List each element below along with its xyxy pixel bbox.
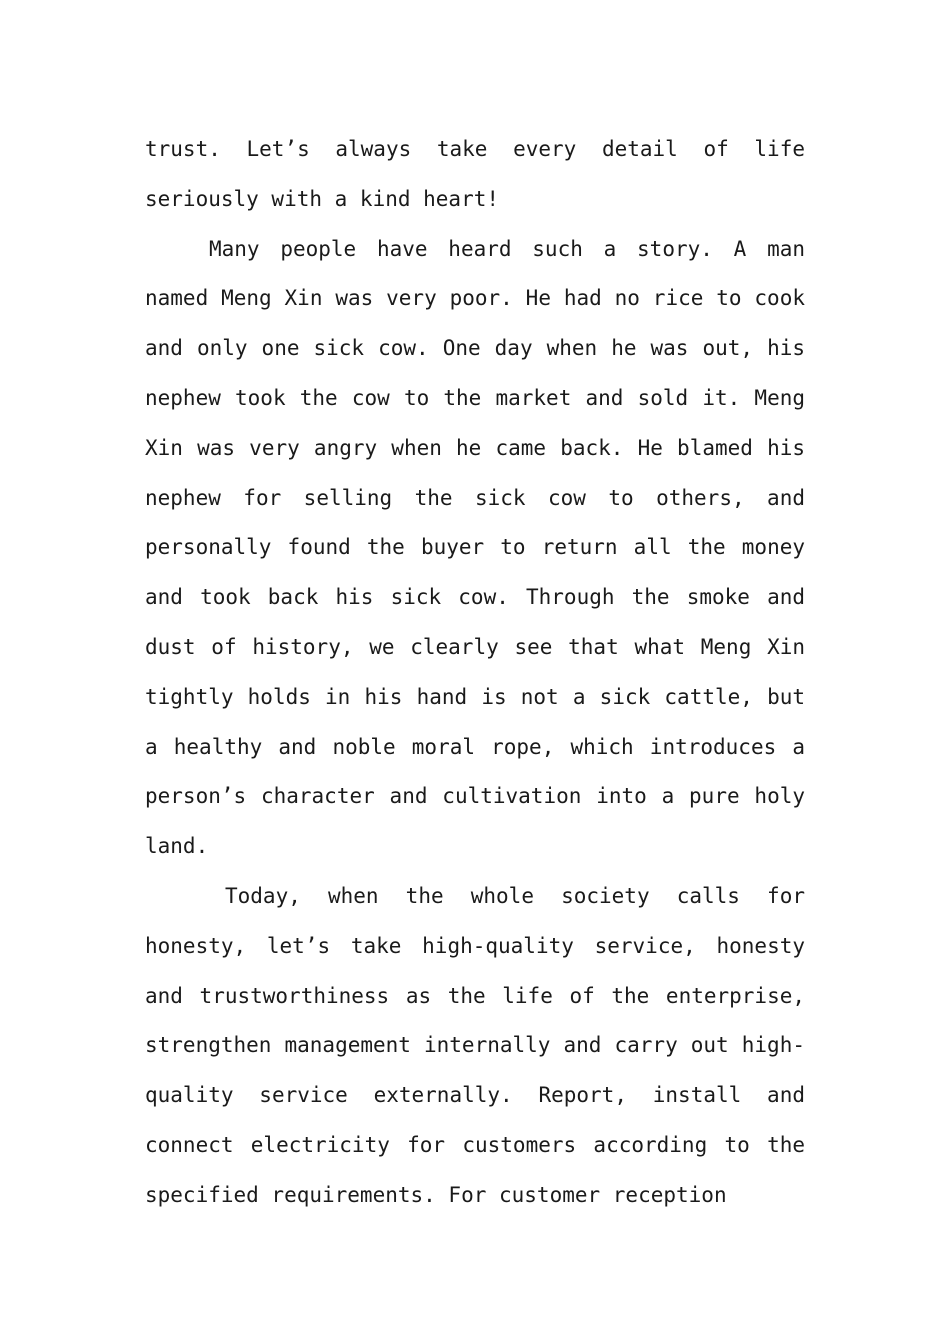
paragraph-honesty-service: Today, when the whole society calls for honesty, let’s take high-quality service, honesty and trustworthiness as the life of the enterprise, strengthen management internally and carry out high-quality service externally. Report, install and connect electricity for customers according to the specified requirements. For customer reception [145, 883, 805, 1207]
body-text [145, 125, 805, 1221]
paragraph-continuation: trust. Let’s always take every detail of life seriously with a kind heart! [145, 137, 805, 211]
paragraph-meng-xin-story: Many people have heard such a story. A man named Meng Xin was very poor. He had no rice to cook and only one sick cow. One day when he was out, his nephew took the cow to the market and sold it. Meng Xin was very angry when he came back. He blamed his nephew for selling the sick cow to others, and personally found the buyer to return all the money and took back his sick cow. Through the smoke and dust of history, we clearly see that what Meng Xin tightly holds in his hand is not a sick cattle, but a healthy and noble moral rope, which introduces a person’s character and cultivation into a pure holy land. [145, 236, 805, 859]
